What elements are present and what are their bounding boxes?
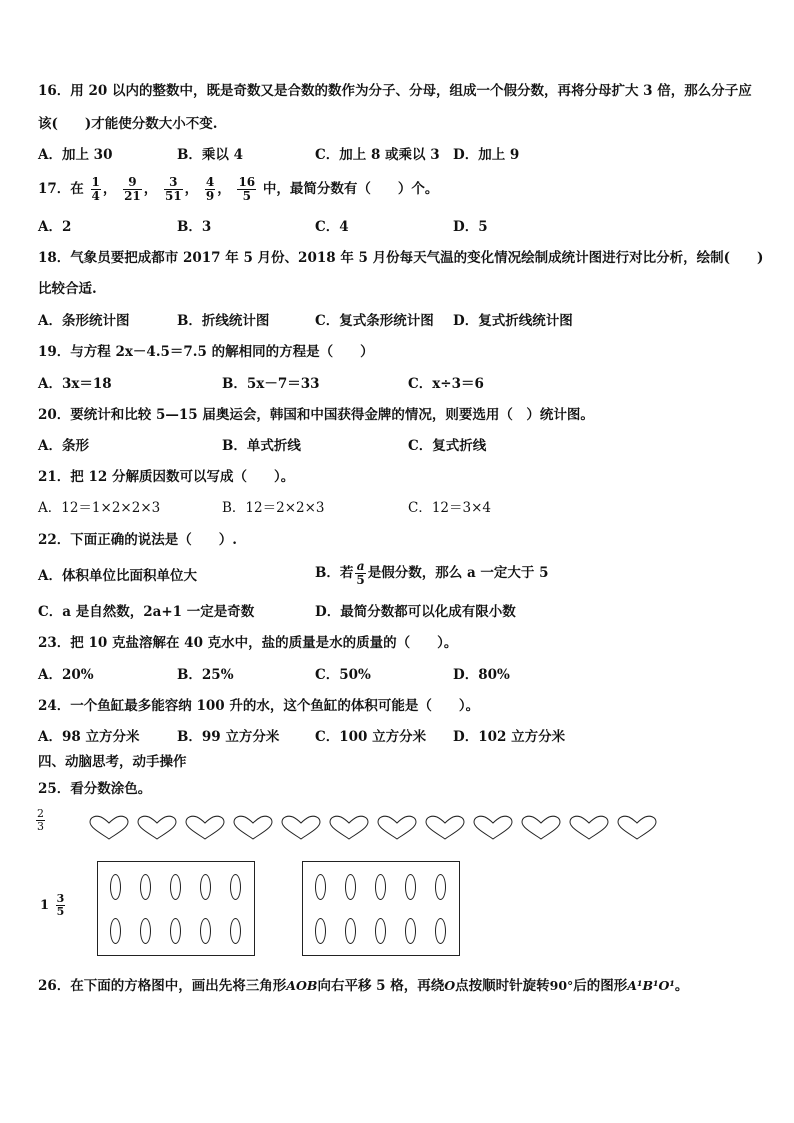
heart-shape[interactable] (90, 816, 128, 839)
q18-option-b: B．折线统计图 (177, 313, 270, 329)
q17-suffix: 中，最简分数有（ ）个。 (262, 181, 439, 197)
q17-fraction-3: $\frac{3}{51}$ (164, 175, 182, 203)
heart-shape[interactable] (186, 816, 224, 839)
q25-mixed-number: 1 $\frac{3}{5}$ (40, 892, 65, 918)
oval-shape[interactable] (140, 918, 151, 944)
q24-text: 24．一个鱼缸最多能容纳 100 升的水，这个鱼缸的体积可能是（ ）。 (38, 698, 480, 714)
heart-shape[interactable] (282, 816, 320, 839)
q17-option-d: D．5 (453, 219, 488, 235)
hearts-row (88, 814, 668, 842)
q26-text: 26．在下面的方格图中，画出先将三角形AOB向右平移 5 格，再绕O点按顺时针旋转90°后的图形A¹B¹O¹。 (38, 978, 689, 994)
oval-shape[interactable] (200, 918, 211, 944)
q19-text: 19．与方程 2x－4.5＝7.5 的解相同的方程是（ ） (38, 344, 374, 360)
q18-line2: 比较合适. (38, 281, 97, 297)
heart-shape[interactable] (234, 816, 272, 839)
q23-option-a: A．20% (38, 667, 94, 683)
heart-shape[interactable] (330, 816, 368, 839)
q23-option-b: B．25% (177, 667, 234, 683)
oval-box-2 (302, 861, 460, 956)
oval-shape[interactable] (110, 874, 121, 900)
q16-option-a: A．加上 30 (38, 147, 113, 163)
oval-shape[interactable] (170, 918, 181, 944)
q20-text: 20．要统计和比较 5—15 届奥运会，韩国和中国获得金牌的情况，则要选用（ ）统计图。 (38, 407, 594, 423)
q16-option-c: C．加上 8 或乘以 3 (315, 147, 440, 163)
oval-shape[interactable] (140, 874, 151, 900)
oval-shape[interactable] (230, 918, 241, 944)
oval-shape[interactable] (315, 874, 326, 900)
q22-option-a: A．体积单位比面积单位大 (38, 568, 197, 584)
q16-option-b: B．乘以 4 (177, 147, 244, 163)
q17-option-c: C．4 (315, 219, 349, 235)
q17-option-a: A．2 (38, 219, 72, 235)
q18-line1: 18．气象员要把成都市 2017 年 5 月份、2018 年 5 月份每天气温的变化情况绘制成统计图进行对比分析，绘制( ) (38, 250, 764, 266)
q17-line: 17．在 $\frac{1}{4}$ ， $\frac{9}{21}$ ， $\frac{3}{51}$ ， $\frac{4}{9}$ ， $\frac{16}{5}$ 中，最简分数有（ ）个。 (38, 175, 439, 203)
oval-shape[interactable] (170, 874, 181, 900)
q17-fraction-5: $\frac{16}{5}$ (238, 175, 256, 203)
oval-shape[interactable] (405, 874, 416, 900)
heart-shape[interactable] (570, 816, 608, 839)
q19-option-b: B．5x－7＝33 (222, 376, 320, 392)
q20-option-c: C．复式折线 (408, 438, 487, 454)
q24-option-a: A．98 立方分米 (38, 729, 140, 745)
q22-option-b: B．若 $\frac{a}{5}$ 是假分数，那么 a 一定大于 5 (315, 559, 549, 587)
q23-option-d: D．80% (453, 667, 510, 683)
q22-option-c: C．a 是自然数，2a+1 一定是奇数 (38, 604, 255, 620)
q18-option-d: D．复式折线统计图 (453, 313, 573, 329)
q21-option-c: C．12＝3×4 (408, 500, 491, 516)
oval-shape[interactable] (345, 918, 356, 944)
oval-shape[interactable] (435, 874, 446, 900)
q17-fraction-1: $\frac{1}{4}$ (91, 175, 100, 203)
q17-fraction-2: $\frac{9}{21}$ (124, 175, 141, 203)
q16-line2: 该( )才能使分数大小不变. (38, 116, 218, 132)
q20-option-b: B．单式折线 (222, 438, 301, 454)
heart-shape[interactable] (426, 816, 464, 839)
section-heading: 四、动脑思考，动手操作 (38, 754, 187, 770)
q22-fraction: $\frac{a}{5}$ (356, 559, 365, 587)
q18-option-c: C．复式条形统计图 (315, 313, 434, 329)
q23-text: 23．把 10 克盐溶解在 40 克水中，盐的质量是水的质量的（ ）。 (38, 635, 458, 651)
q21-option-b: B．12＝2×2×3 (222, 500, 325, 516)
oval-shape[interactable] (375, 874, 386, 900)
oval-shape[interactable] (230, 874, 241, 900)
oval-shape[interactable] (110, 918, 121, 944)
q18-option-a: A．条形统计图 (38, 313, 130, 329)
heart-shape[interactable] (618, 816, 656, 839)
heart-shape[interactable] (378, 816, 416, 839)
q19-option-c: C．x÷3＝6 (408, 376, 484, 392)
oval-shape[interactable] (200, 874, 211, 900)
oval-box-1 (97, 861, 255, 956)
q21-text: 21．把 12 分解质因数可以写成（ ）。 (38, 469, 295, 485)
oval-shape[interactable] (435, 918, 446, 944)
oval-shape[interactable] (345, 874, 356, 900)
oval-shape[interactable] (405, 918, 416, 944)
q16-line1: 16．用 20 以内的整数中，既是奇数又是合数的数作为分子、分母，组成一个假分数，再将分母扩大 3 倍，那么分子应 (38, 83, 752, 99)
oval-shape[interactable] (375, 918, 386, 944)
heart-shape[interactable] (522, 816, 560, 839)
q24-option-d: D．102 立方分米 (453, 729, 566, 745)
q17-option-b: B．3 (177, 219, 212, 235)
q22-option-d: D．最简分数都可以化成有限小数 (315, 604, 516, 620)
q21-option-a: A．12＝1×2×2×3 (38, 500, 161, 516)
heart-shape[interactable] (138, 816, 176, 839)
q17-prefix: 17．在 (38, 181, 84, 197)
q25-fraction-two-thirds: $\frac{2}{3}$ (37, 807, 44, 833)
q25-text: 25．看分数涂色。 (38, 781, 152, 797)
q20-option-a: A．条形 (38, 438, 89, 454)
q24-option-c: C．100 立方分米 (315, 729, 427, 745)
q17-fraction-4: $\frac{4}{9}$ (205, 175, 215, 203)
q19-option-a: A．3x＝18 (38, 376, 112, 392)
q23-option-c: C．50% (315, 667, 371, 683)
q22-text: 22．下面正确的说法是（ ）. (38, 532, 237, 548)
q16-option-d: D．加上 9 (453, 147, 520, 163)
q24-option-b: B．99 立方分米 (177, 729, 280, 745)
heart-shape[interactable] (474, 816, 512, 839)
oval-shape[interactable] (315, 918, 326, 944)
